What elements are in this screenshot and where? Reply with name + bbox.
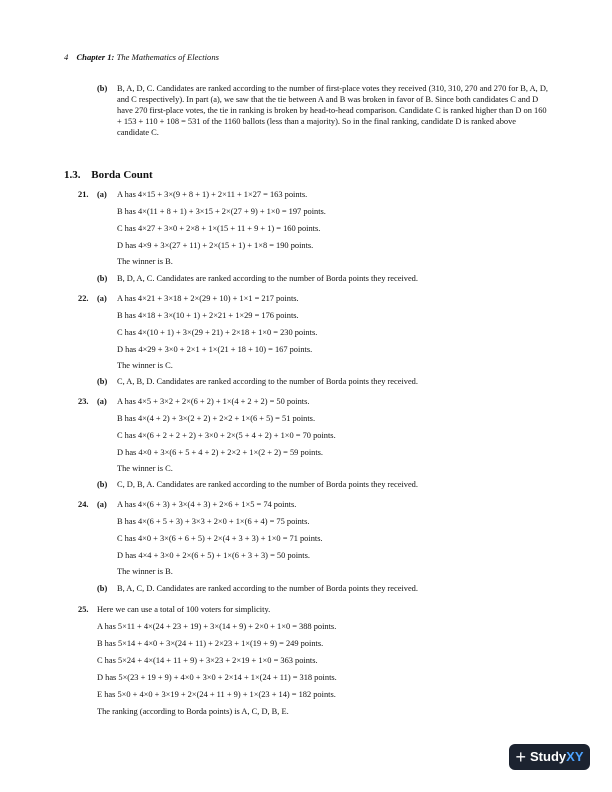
part-a-label: (a) [97, 397, 107, 406]
problem-number: 25. [78, 605, 89, 614]
calc-line: A has 4×21 + 3×18 + 2×(29 + 10) + 1×1 = 217 points. [117, 294, 299, 303]
calc-line: B has 4×(4 + 2) + 3×(2 + 2) + 2×2 + 1×(6 + 5) = 51 points. [117, 414, 316, 423]
ranking-statement: C, A, B, D. Candidates are ranked according to the number of Borda points they received. [117, 377, 418, 386]
calc-line: E has 5×0 + 4×0 + 3×19 + 2×(24 + 11 + 9) + 1×(23 + 14) = 182 points. [97, 690, 336, 699]
ranking-statement: B, D, A, C. Candidates are ranked according to the number of Borda points they received. [117, 274, 418, 283]
calc-line: B has 4×(11 + 8 + 1) + 3×15 + 2×(27 + 9) + 1×0 = 197 points. [117, 207, 326, 216]
winner-line: The winner is B. [117, 257, 173, 266]
calc-line: D has 4×4 + 3×0 + 2×(6 + 5) + 1×(6 + 3 + 3) = 50 points. [117, 551, 310, 560]
part-b-label: (b) [97, 480, 108, 489]
calc-line: A has 4×15 + 3×(9 + 8 + 1) + 2×11 + 1×27 = 163 points. [117, 190, 308, 199]
winner-line: The winner is C. [117, 361, 173, 370]
calc-line: D has 4×9 + 3×(27 + 11) + 2×(15 + 1) + 1×8 = 190 points. [117, 241, 314, 250]
part-b-label: (b) [97, 377, 108, 386]
part-a-label: (a) [97, 190, 107, 199]
part-a-label: (a) [97, 294, 107, 303]
calc-line: B has 5×14 + 4×0 + 3×(24 + 11) + 2×23 + 1×(19 + 9) = 249 points. [97, 639, 324, 648]
calc-line: C has 5×24 + 4×(14 + 11 + 9) + 3×23 + 2×19 + 1×0 = 363 points. [97, 656, 318, 665]
section-title: Borda Count [91, 169, 153, 181]
part-b-label: (b) [97, 584, 108, 593]
part-b-label: (b) [97, 274, 108, 283]
calc-line: A has 4×(6 + 3) + 3×(4 + 3) + 2×6 + 1×5 = 74 points. [117, 500, 297, 509]
calc-line: C has 4×27 + 3×0 + 2×8 + 1×(15 + 11 + 9 + 1) = 160 points. [117, 224, 321, 233]
calc-line: D has 4×29 + 3×0 + 2×1 + 1×(21 + 18 + 10) = 167 points. [117, 345, 313, 354]
calc-line: A has 4×5 + 3×2 + 2×(6 + 2) + 1×(4 + 2 + 2) = 50 points. [117, 397, 310, 406]
chapter-title: The Mathematics of Elections [116, 52, 219, 62]
section-heading [64, 168, 153, 182]
intro-paragraph: B, A, D, C. Candidates are ranked according to the number of first-place votes they received (310, 310, 270 and 270 for B, A, D, and C respectively). In part (a), we saw that the tie between A and B was broken in favor of B. Since both candidates C and D have 270 first-place votes, the tie in ranking is broken by head-to-head comparison. Candidate C is ranked higher than D on 160 + 153 + 110 + 108 = 531 of the 1160 ballots (less than a majority). So in the final ranking, candidate D is ranked above candidate C. [117, 84, 548, 137]
calc-line: B has 4×(6 + 5 + 3) + 3×3 + 2×0 + 1×(6 + 4) = 75 points. [117, 517, 310, 526]
ranking-statement: C, D, B, A. Candidates are ranked according to the number of Borda points they received. [117, 480, 418, 489]
problem-number: 23. [78, 397, 89, 406]
calc-line: C has 4×(10 + 1) + 3×(29 + 21) + 2×18 + 1×0 = 230 points. [117, 328, 318, 337]
part-a-label: (a) [97, 500, 107, 509]
page-number: 4 [64, 52, 69, 62]
ranking-statement: B, A, C, D. Candidates are ranked according to the number of Borda points they received. [117, 584, 418, 593]
calc-line: B has 4×18 + 3×(10 + 1) + 2×21 + 1×29 = 176 points. [117, 311, 299, 320]
calc-line: A has 5×11 + 4×(24 + 23 + 19) + 3×(14 + 9) + 2×0 + 1×0 = 388 points. [97, 622, 337, 631]
section-number: 1.3. [64, 169, 81, 181]
problem-intro: Here we can use a total of 100 voters for simplicity. [97, 605, 271, 614]
calc-line: C has 4×0 + 3×(6 + 6 + 5) + 2×(4 + 3 + 3) + 1×0 = 71 points. [117, 534, 323, 543]
winner-line: The winner is C. [117, 464, 173, 473]
studyx-logo[interactable] [509, 744, 590, 770]
ranking-line: The ranking (according to Borda points) is A, C, D, B, E. [97, 707, 289, 716]
problem-number: 24. [78, 500, 89, 509]
running-header [64, 52, 219, 63]
problem-number: 21. [78, 190, 89, 199]
calc-line: D has 4×0 + 3×(6 + 5 + 4 + 2) + 2×2 + 1×(2 + 2) = 59 points. [117, 448, 324, 457]
chapter-label: Chapter 1: [76, 52, 115, 62]
intro-part-label: (b) [97, 84, 108, 93]
winner-line: The winner is B. [117, 567, 173, 576]
calc-line: C has 4×(6 + 2 + 2 + 2) + 3×0 + 2×(5 + 4 + 2) + 1×0 = 70 points. [117, 431, 336, 440]
problem-number: 22. [78, 294, 89, 303]
calc-line: D has 5×(23 + 19 + 9) + 4×0 + 3×0 + 2×14 + 1×(24 + 11) = 318 points. [97, 673, 337, 682]
logo-text: StudyXY [530, 748, 584, 764]
plus-icon: + [515, 747, 527, 767]
